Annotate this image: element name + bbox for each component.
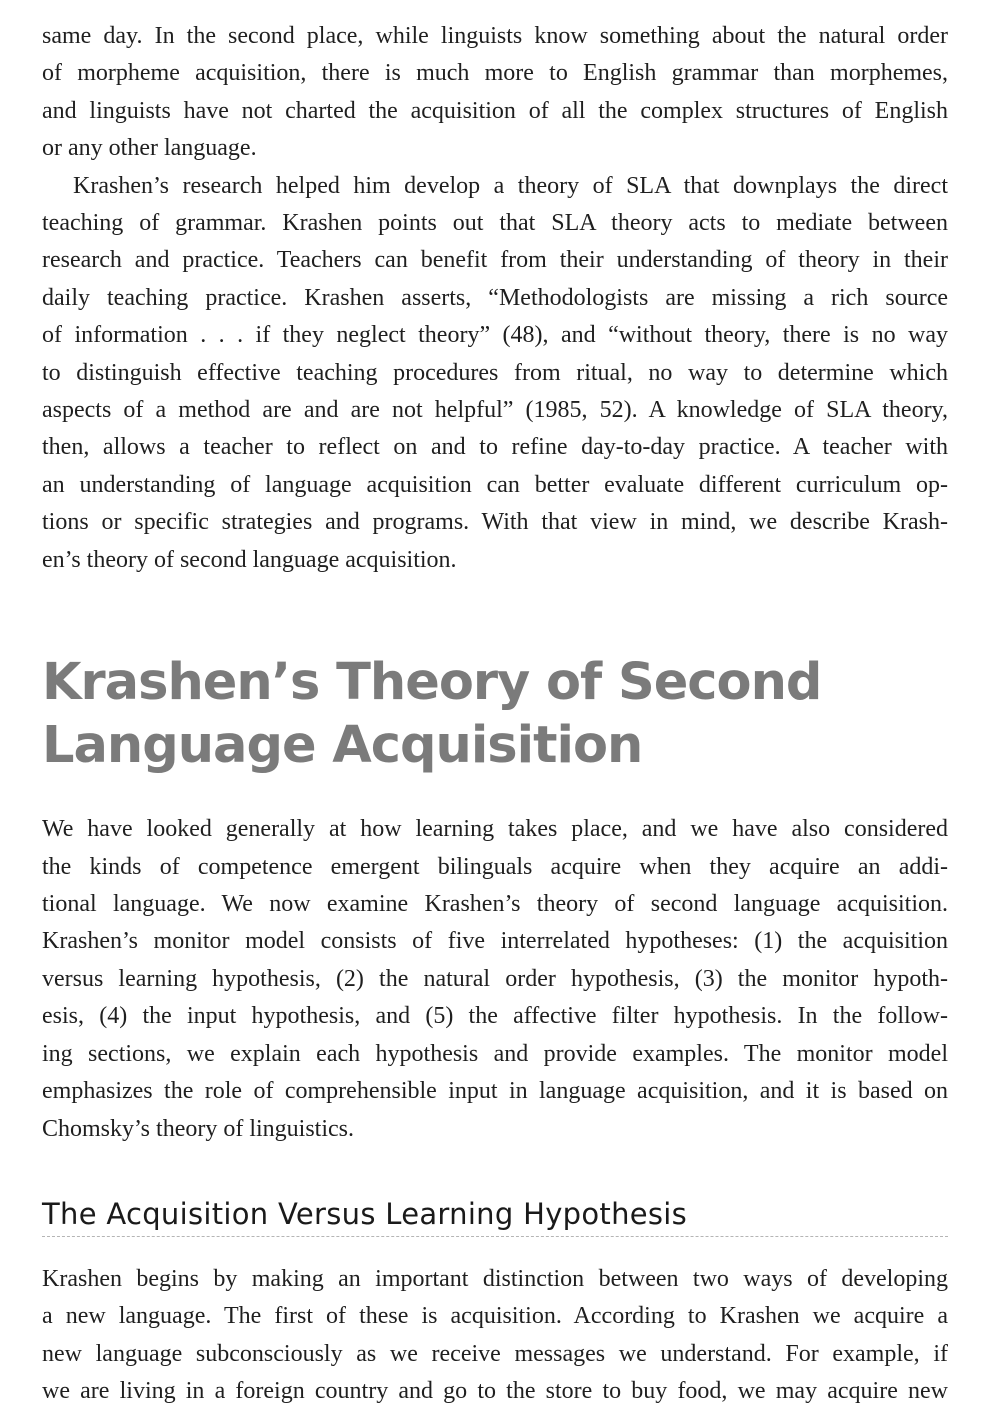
text-line: of information . . . if they neglect theory” (48), and “without theory, there is no way <box>42 322 948 349</box>
text-line: en’s theory of second language acquisition. <box>42 546 457 573</box>
text-line: the kinds of competence emergent bilinguals acquire when they acquire an addi- <box>42 853 948 880</box>
page-content <box>42 18 948 1411</box>
text-line: aspects of a method are and are not helpful” (1985, 52). A knowledge of SLA theory, <box>42 397 948 424</box>
text-line: emphasizes the role of comprehensible input in language acquisition, and it is based on <box>42 1078 948 1105</box>
text-line: versus learning hypothesis, (2) the natural order hypothesis, (3) the monitor hypoth- <box>42 965 948 992</box>
text-line: Chomsky’s theory of linguistics. <box>42 1115 354 1142</box>
text-line: ing sections, we explain each hypothesis and provide examples. The monitor model <box>42 1040 948 1067</box>
chapter-heading-line-1: Krashen’s Theory of Second <box>42 653 822 713</box>
text-line: Krashen’s monitor model consists of five interrelated hypotheses: (1) the acquisition <box>42 928 948 955</box>
intro-paragraph <box>42 18 948 168</box>
text-line: research and practice. Teachers can benefit from their understanding of theory in their <box>42 247 948 274</box>
text-line: a new language. The first of these is acquisition. According to Krashen we acquire a <box>42 1303 948 1330</box>
krashen-theory-paragraph <box>42 168 948 579</box>
text-line: of morpheme acquisition, there is much more to English grammar than morphemes, <box>42 60 948 87</box>
text-line: to distinguish effective teaching procedures from ritual, no way to determine which <box>42 359 948 386</box>
text-line: then, allows a teacher to reflect on and to refine day-to-day practice. A teacher with <box>42 434 948 461</box>
text-line: new language subconsciously as we receive messages we understand. For example, if <box>42 1340 948 1367</box>
text-line: Krashen begins by making an important distinction between two ways of developing <box>42 1265 948 1292</box>
text-line: or any other language. <box>42 135 257 162</box>
text-line: an understanding of language acquisition can better evaluate different curriculum op- <box>42 471 948 498</box>
text-line: and linguists have not charted the acquisition of all the complex structures of English <box>42 97 948 124</box>
text-line: same day. In the second place, while linguists know something about the natural order <box>42 23 948 49</box>
section-heading: The Acquisition Versus Learning Hypothesis <box>42 1194 948 1237</box>
text-line: tions or specific strategies and programs. With that view in mind, we describe Krash- <box>42 509 948 536</box>
text-line: esis, (4) the input hypothesis, and (5) the affective filter hypothesis. In the follow- <box>42 1003 948 1030</box>
text-line: daily teaching practice. Krashen asserts, “Methodologists are missing a rich source <box>42 284 948 311</box>
acquisition-paragraph <box>42 1261 948 1411</box>
text-line: teaching of grammar. Krashen points out that SLA theory acts to mediate between <box>42 210 948 237</box>
text-line: tional language. We now examine Krashen’s theory of second language acquisition. <box>42 891 948 918</box>
chapter-heading <box>42 651 948 777</box>
text-line: Krashen’s research helped him develop a theory of SLA that downplays the direct <box>73 172 948 199</box>
text-line: we are living in a foreign country and go to the store to buy food, we may acquire new <box>42 1378 948 1405</box>
monitor-model-paragraph <box>42 811 948 1148</box>
text-line: We have looked generally at how learning takes place, and we have also considered <box>42 816 948 843</box>
chapter-heading-line-2: Language Acquisition <box>42 716 643 776</box>
